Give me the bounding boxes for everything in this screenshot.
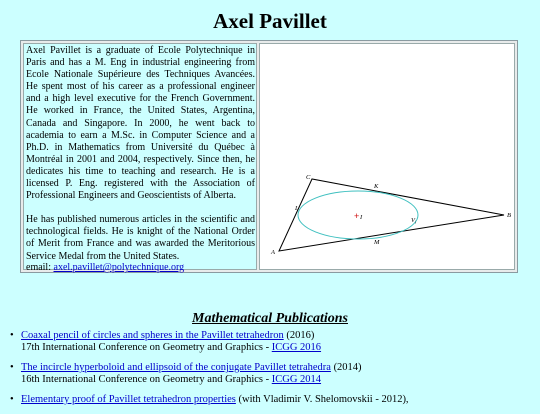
bullet-icon: • <box>10 330 14 341</box>
publication-title-link[interactable]: Coaxal pencil of circles and spheres in the Pavillet tetrahedron <box>21 330 284 341</box>
publication-title-link[interactable]: Elementary proof of Pavillet tetrahedron properties <box>21 394 236 405</box>
center-mark: + <box>354 211 360 221</box>
publication-suffix: (with Vladimir V. Shelomovskii - 2012), <box>235 394 409 405</box>
label-c: C <box>306 174 311 181</box>
tetrahedron-diagram <box>260 44 514 269</box>
label-a: A <box>271 249 275 256</box>
label-i: I <box>360 214 363 221</box>
email-line <box>26 262 184 274</box>
publication-venue: 16th International Conference on Geometry and Graphics - <box>21 374 272 385</box>
publication-suffix: (2016) <box>283 330 315 341</box>
publication-item <box>10 394 530 406</box>
page-title: Axel Pavillet <box>213 9 327 33</box>
venue-link[interactable]: ICGG 2014 <box>271 374 322 385</box>
publication-venue: 17th International Conference on Geometry and Graphics - <box>21 342 272 353</box>
label-vi: $V_i$ <box>411 217 417 225</box>
publications-heading: Mathematical Publications <box>192 311 348 326</box>
publication-suffix: (2014) <box>330 362 362 373</box>
intro-table <box>20 40 518 273</box>
label-k: K <box>374 183 379 190</box>
publication-item <box>10 330 530 354</box>
label-m: M <box>374 239 380 246</box>
label-l: L <box>295 205 299 212</box>
bio-panel <box>23 43 257 273</box>
label-b: B <box>507 212 511 219</box>
publication-title-link[interactable]: The incircle hyperboloid and ellipsoid of the conjugate Pavillet tetrahedra <box>21 362 331 373</box>
bio-paragraph: He has published numerous articles in the scientific and technological fields. He is knight of the National Order of Merit from France and was awarded the Meritorious Service Medal from the United States. <box>26 214 255 262</box>
email-label: email: <box>26 262 54 273</box>
bullet-icon: • <box>10 394 14 405</box>
tetrahedron-figure <box>259 43 515 270</box>
bio-paragraph: Axel Pavillet is a graduate of Ecole Polytechnique in Paris and has a M. Eng in industrial engineering from Ecole Nationale Supérieure des Techniques Avancées. He spent most of his career as a professional engineer and a high level executive for the French Government. He worked in France, the United States, Argentina, Canada and Singapore. In 2000, he went back to academia to earn a M.Sc. in Computer Science and a Ph.D. in Mathematics from Université du Québec à Montréal in 2001 and 2004, respectively. Since then, he dedicates his time to teaching and research. He is a licensed P. Eng. registered with the Association of Professional Engineers and Geoscientists of Alberta. <box>26 45 255 202</box>
publication-item <box>10 362 530 386</box>
publications-list <box>10 330 530 414</box>
triangle-abc <box>279 179 504 251</box>
venue-link[interactable]: ICGG 2016 <box>271 342 322 353</box>
email-link[interactable]: axel.pavillet@polytechnique.org <box>53 262 185 273</box>
bullet-icon: • <box>10 362 14 373</box>
